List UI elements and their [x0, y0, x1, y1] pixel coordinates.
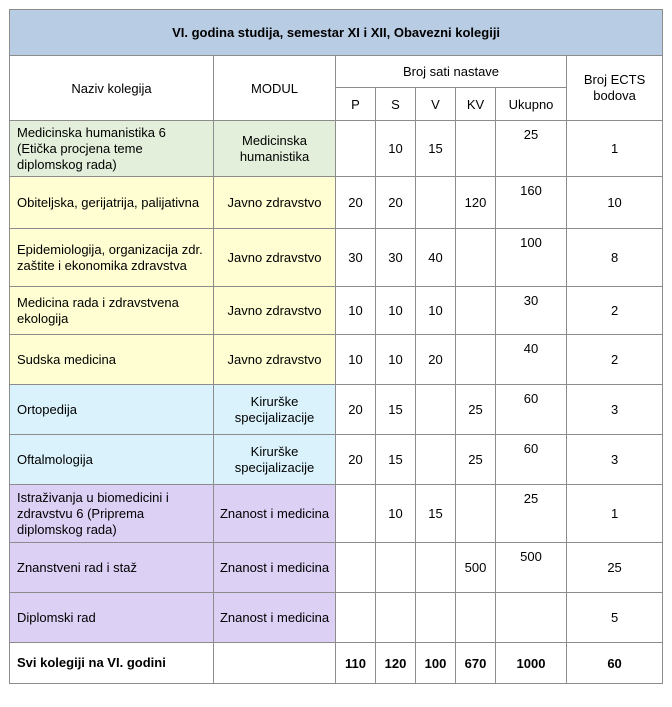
table-row: [10, 335, 663, 385]
cell-s: 10: [376, 287, 416, 335]
cell-v: 40: [416, 229, 456, 287]
cell-v: [416, 593, 456, 643]
total-label: Svi kolegiji na VI. godini: [10, 643, 214, 684]
course-name: Diplomski rad: [10, 593, 214, 643]
total-kv: 670: [456, 643, 496, 684]
course-modul: Javno zdravstvo: [214, 177, 336, 229]
course-name: Oftalmologija: [10, 435, 214, 485]
course-modul: Znanost i medicina: [214, 485, 336, 543]
cell-v: [416, 177, 456, 229]
cell-s: 10: [376, 485, 416, 543]
course-modul: Javno zdravstvo: [214, 229, 336, 287]
cell-kv: [456, 593, 496, 643]
cell-s: [376, 543, 416, 593]
header-modul: MODUL: [214, 56, 336, 121]
cell-ukupno: 60: [496, 435, 567, 485]
cell-s: 30: [376, 229, 416, 287]
table-title: VI. godina studija, semestar XI i XII, Obavezni kolegiji: [10, 10, 663, 56]
cell-ukupno: 25: [496, 121, 567, 177]
cell-ects: 8: [567, 229, 663, 287]
cell-p: [336, 485, 376, 543]
course-name: Obiteljska, gerijatrija, palijativna: [10, 177, 214, 229]
table-row: [10, 229, 663, 287]
course-modul: Kirurške specijalizacije: [214, 435, 336, 485]
table-row: [10, 593, 663, 643]
cell-ukupno: 30: [496, 287, 567, 335]
course-name: Epidemiologija, organizacija zdr. zaštite i ekonomika zdravstva: [10, 229, 214, 287]
course-name: Sudska medicina: [10, 335, 214, 385]
total-s: 120: [376, 643, 416, 684]
cell-s: 10: [376, 335, 416, 385]
header-p: P: [336, 88, 376, 121]
cell-kv: 25: [456, 435, 496, 485]
cell-ects: 2: [567, 335, 663, 385]
table-row: [10, 385, 663, 435]
cell-ects: 3: [567, 435, 663, 485]
cell-ukupno: 25: [496, 485, 567, 543]
cell-kv: 500: [456, 543, 496, 593]
total-row: [10, 643, 663, 684]
cell-ukupno: 160: [496, 177, 567, 229]
table-row: [10, 287, 663, 335]
cell-ects: 1: [567, 485, 663, 543]
total-ukupno: 1000: [496, 643, 567, 684]
cell-ects: 3: [567, 385, 663, 435]
cell-ects: 2: [567, 287, 663, 335]
header-ukupno: Ukupno: [496, 88, 567, 121]
total-p: 110: [336, 643, 376, 684]
table-wrapper: [9, 9, 663, 684]
cell-ects: 5: [567, 593, 663, 643]
cell-kv: [456, 229, 496, 287]
course-modul: Javno zdravstvo: [214, 287, 336, 335]
table-row: [10, 435, 663, 485]
cell-ects: 1: [567, 121, 663, 177]
course-name: Medicinska humanistika 6 (Etička procjena teme diplomskog rada): [10, 121, 214, 177]
course-name: Znanstveni rad i staž: [10, 543, 214, 593]
cell-s: 15: [376, 435, 416, 485]
header-v: V: [416, 88, 456, 121]
table-row: [10, 543, 663, 593]
course-modul: Znanost i medicina: [214, 593, 336, 643]
course-name: Istraživanja u biomedicini i zdravstvu 6 (Priprema diplomskog rada): [10, 485, 214, 543]
course-name: Medicina rada i zdravstvena ekologija: [10, 287, 214, 335]
cell-v: 15: [416, 485, 456, 543]
cell-ukupno: [496, 593, 567, 643]
cell-kv: 25: [456, 385, 496, 435]
cell-kv: 120: [456, 177, 496, 229]
header-broj-sati: Broj sati nastave: [336, 56, 567, 88]
cell-ects: 10: [567, 177, 663, 229]
header-s: S: [376, 88, 416, 121]
cell-v: [416, 385, 456, 435]
course-modul: Znanost i medicina: [214, 543, 336, 593]
cell-p: 10: [336, 335, 376, 385]
course-modul: Kirurške specijalizacije: [214, 385, 336, 435]
cell-p: 30: [336, 229, 376, 287]
cell-kv: [456, 335, 496, 385]
header-ects: Broj ECTS bodova: [567, 56, 663, 121]
cell-v: 15: [416, 121, 456, 177]
cell-ukupno: 40: [496, 335, 567, 385]
course-name: Ortopedija: [10, 385, 214, 435]
table-row: [10, 485, 663, 543]
cell-p: [336, 543, 376, 593]
cell-kv: [456, 287, 496, 335]
cell-v: [416, 435, 456, 485]
course-table: [9, 9, 663, 684]
header-naziv: Naziv kolegija: [10, 56, 214, 121]
cell-kv: [456, 485, 496, 543]
cell-p: 20: [336, 435, 376, 485]
table-row: [10, 177, 663, 229]
total-ects: 60: [567, 643, 663, 684]
table-row: [10, 121, 663, 177]
cell-ukupno: 60: [496, 385, 567, 435]
cell-s: 10: [376, 121, 416, 177]
cell-p: 20: [336, 177, 376, 229]
cell-s: 15: [376, 385, 416, 435]
cell-v: 10: [416, 287, 456, 335]
cell-s: [376, 593, 416, 643]
cell-v: 20: [416, 335, 456, 385]
cell-v: [416, 543, 456, 593]
course-modul: Javno zdravstvo: [214, 335, 336, 385]
cell-ukupno: 100: [496, 229, 567, 287]
cell-ukupno: 500: [496, 543, 567, 593]
course-modul: Medicinska humanistika: [214, 121, 336, 177]
cell-p: 10: [336, 287, 376, 335]
cell-p: [336, 121, 376, 177]
header-kv: KV: [456, 88, 496, 121]
cell-s: 20: [376, 177, 416, 229]
cell-p: 20: [336, 385, 376, 435]
cell-kv: [456, 121, 496, 177]
total-v: 100: [416, 643, 456, 684]
cell-ects: 25: [567, 543, 663, 593]
cell-p: [336, 593, 376, 643]
total-modul-empty: [214, 643, 336, 684]
